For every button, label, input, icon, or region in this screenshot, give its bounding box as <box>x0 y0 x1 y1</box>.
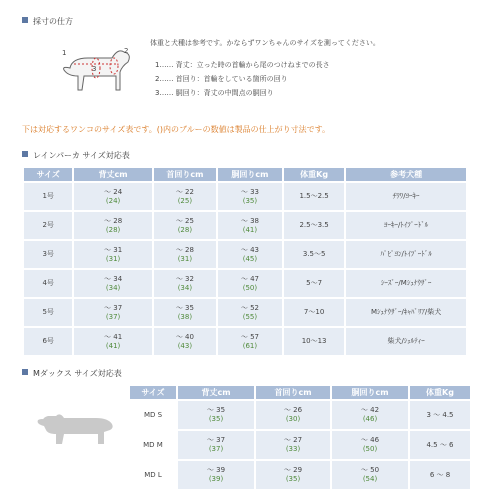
breed-cell: ﾊﾟﾋﾟﾖﾝ/ﾄｲﾌﾟｰﾄﾞﾙ <box>346 241 466 268</box>
table-row <box>24 328 466 355</box>
breed-cell: ｼｰｽﾞｰ/Mｼｭﾅｳｻﾞｰ <box>346 270 466 297</box>
size-cell: 3号 <box>24 241 72 268</box>
chest-cell: 〜 50 (54) <box>332 461 408 489</box>
diagram-label-2: 2 <box>124 47 129 55</box>
table-header-row <box>24 168 466 181</box>
back-cell: 〜 41 (41) <box>74 328 151 355</box>
weight-cell: 1.5〜2.5 <box>284 183 344 210</box>
weight-cell: 5〜7 <box>284 270 344 297</box>
col-back: 背丈cm <box>74 168 151 181</box>
table-row <box>130 431 470 459</box>
back-cell: 〜 28 (28) <box>74 212 151 239</box>
table-row <box>24 241 466 268</box>
measure-intro: 体重と犬種は参考です。かならずワンちゃんのサイズを測ってください。 <box>150 39 380 47</box>
neck-cell: 〜 22 (25) <box>154 183 216 210</box>
neck-cell: 〜 40 (43) <box>154 328 216 355</box>
measure-item-2: 2…… 首回り：首輪をしている箇所の回り <box>155 75 288 83</box>
table-header-row <box>130 386 470 399</box>
size-cell: MD M <box>130 431 176 459</box>
col-neck: 首回りcm <box>154 168 216 181</box>
weight-cell: 7〜10 <box>284 299 344 326</box>
table-row <box>130 461 470 489</box>
chest-cell: 〜 38 (41) <box>218 212 282 239</box>
neck-cell: 〜 26 (30) <box>256 401 330 429</box>
col-size: サイズ <box>130 386 176 399</box>
col-back: 背丈cm <box>178 386 254 399</box>
breed-cell: ﾖｰｷｰ/ﾄｲﾌﾟｰﾄﾞﾙ <box>346 212 466 239</box>
table-row <box>24 270 466 297</box>
col-weight: 体重Kg <box>284 168 344 181</box>
dachs-size-table <box>128 384 472 491</box>
size-note: 下は対応するワンコのサイズ表です。()内のブルーの数値は製品の仕上がり寸法です。 <box>22 125 330 134</box>
table-row <box>24 299 466 326</box>
chest-cell: 〜 42 (46) <box>332 401 408 429</box>
measure-item-3: 3…… 胴回り：背丈の中間点の胴回り <box>155 89 274 97</box>
back-cell: 〜 24 (24) <box>74 183 151 210</box>
breed-cell: Mｼｭﾅｳｻﾞｰ/ｷｬﾊﾞﾘｱ/柴犬 <box>346 299 466 326</box>
rain-heading: レインパーカ サイズ対応表 <box>22 150 130 161</box>
weight-cell: 3 〜 4.5 <box>410 401 470 429</box>
back-cell: 〜 39 (39) <box>178 461 254 489</box>
weight-cell: 3.5〜5 <box>284 241 344 268</box>
col-breed: 参考犬種 <box>346 168 466 181</box>
dachshund-silhouette-icon <box>34 404 116 450</box>
size-cell: 5号 <box>24 299 72 326</box>
bullet-square <box>22 151 28 157</box>
diagram-label-3: 3 <box>92 65 97 73</box>
back-cell: 〜 34 (34) <box>74 270 151 297</box>
size-cell: MD L <box>130 461 176 489</box>
back-cell: 〜 31 (31) <box>74 241 151 268</box>
size-cell: 6号 <box>24 328 72 355</box>
neck-cell: 〜 28 (31) <box>154 241 216 268</box>
chest-cell: 〜 57 (61) <box>218 328 282 355</box>
table-row <box>24 183 466 210</box>
col-chest: 胴回りcm <box>218 168 282 181</box>
diagram-label-1: 1 <box>62 49 67 57</box>
chest-cell: 〜 43 (45) <box>218 241 282 268</box>
table-row <box>130 401 470 429</box>
chest-cell: 〜 52 (55) <box>218 299 282 326</box>
breed-cell: 柴犬/ｼｪﾙﾃｨｰ <box>346 328 466 355</box>
weight-cell: 10〜13 <box>284 328 344 355</box>
back-cell: 〜 37 (37) <box>178 431 254 459</box>
rain-size-table <box>22 166 468 357</box>
weight-cell: 2.5〜3.5 <box>284 212 344 239</box>
chest-cell: 〜 46 (50) <box>332 431 408 459</box>
breed-cell: ﾁﾜﾜ/ﾖｰｷｰ <box>346 183 466 210</box>
dachs-heading: Mダックス サイズ対応表 <box>22 368 122 379</box>
col-chest: 胴回りcm <box>332 386 408 399</box>
chest-cell: 〜 33 (35) <box>218 183 282 210</box>
neck-cell: 〜 27 (33) <box>256 431 330 459</box>
measure-item-1: 1…… 背丈：立った時の首輪から尾のつけねまでの長さ <box>155 61 330 69</box>
weight-cell: 6 〜 8 <box>410 461 470 489</box>
back-cell: 〜 37 (37) <box>74 299 151 326</box>
neck-cell: 〜 29 (35) <box>256 461 330 489</box>
size-cell: 1号 <box>24 183 72 210</box>
weight-cell: 4.5 〜 6 <box>410 431 470 459</box>
col-size: サイズ <box>24 168 72 181</box>
size-cell: MD S <box>130 401 176 429</box>
neck-cell: 〜 25 (28) <box>154 212 216 239</box>
measure-heading: 採寸の仕方 <box>22 16 73 27</box>
neck-cell: 〜 35 (38) <box>154 299 216 326</box>
size-cell: 4号 <box>24 270 72 297</box>
col-weight: 体重Kg <box>410 386 470 399</box>
chest-cell: 〜 47 (50) <box>218 270 282 297</box>
bullet-square <box>22 369 28 375</box>
col-neck: 首回りcm <box>256 386 330 399</box>
back-cell: 〜 35 (35) <box>178 401 254 429</box>
size-cell: 2号 <box>24 212 72 239</box>
table-row <box>24 212 466 239</box>
neck-cell: 〜 32 (34) <box>154 270 216 297</box>
bullet-square <box>22 17 28 23</box>
